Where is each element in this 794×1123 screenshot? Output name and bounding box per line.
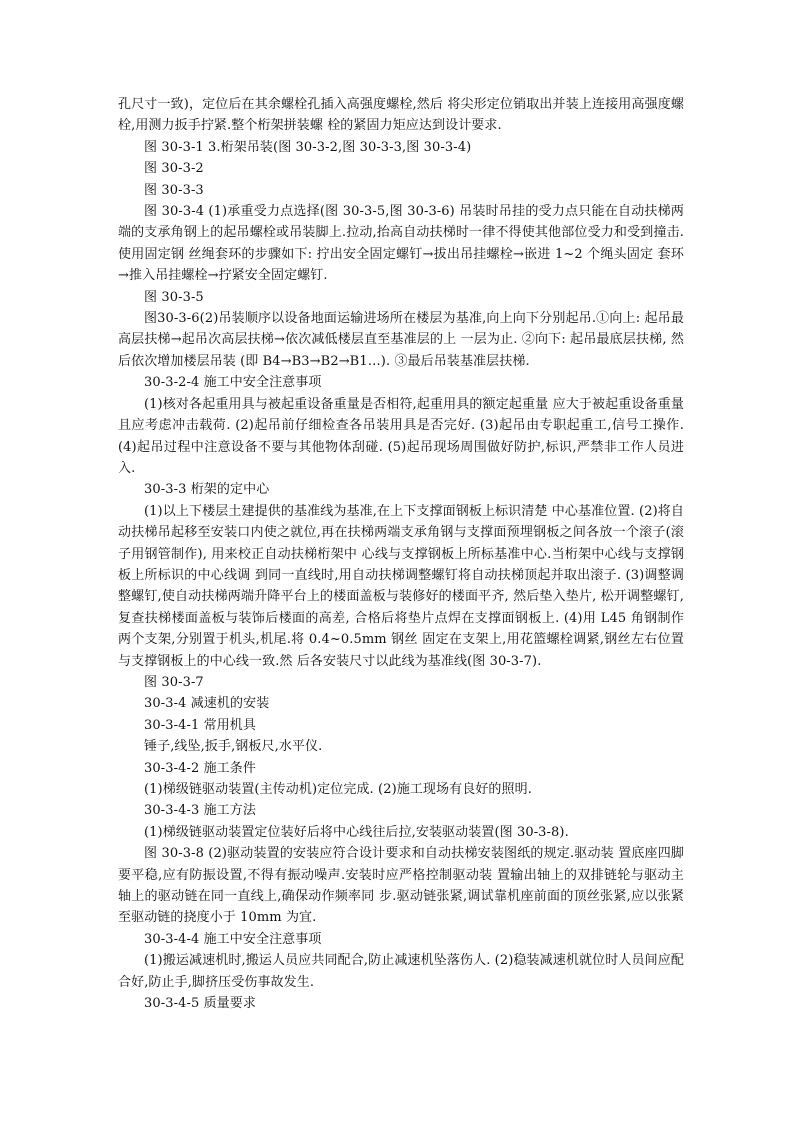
paragraph: 图 30-3-8 (2)驱动装置的安装应符合设计要求和自动扶梯安装图纸的规定.驱动装 置底座四脚要平稳,应有防振设置,不得有振动噪声.安装时应严格控制驱动装 置输出轴上的双排链轮与驱动主轴上的驱动链在同一直线上,确保动作频率同 步.驱动链张紧,调试靠机座前面的顶丝张紧,应以张紧至驱动链的挠度小于 10mm 为宜. [118,846,684,926]
figure-caption: 图 30-3-5 [144,289,204,305]
paragraph: 图 30-3-1 3.桁架吊装(图 30-3-2,图 30-3-3,图 30-3-4) [144,139,472,155]
section-heading: 30-3-4-3 施工方法 [144,803,256,819]
section-heading: 30-3-4-2 施工条件 [144,760,256,776]
paragraph: (1)核对各起重用具与被起重设备重量是否相符,起重用具的额定起重量 应大于被起重设备重量且应考虑冲击载荷. (2)起吊前仔细检查各吊装用具是否完好. (3)起吊由专职起重工,信号工操作. (4)起吊过程中注意设备不要与其他物体刮碰. (5)起吊现场周围做好防护,标识,严禁非工作人员进入. [118,396,684,476]
section-heading: 30-3-3 桁架的定中心 [144,482,270,498]
figure-caption: 图 30-3-3 [144,182,204,198]
section-heading: 30-3-4-1 常用机具 [144,717,256,733]
paragraph: (1)以上下楼层土建提供的基准线为基准,在上下支撑面钢板上标识清楚 中心基准位置. (2)将自动扶梯吊起移至安装口内使之就位,再在扶梯两端支承角钢与支撑面预埋钢板之间各放一个滚子(滚子用钢管制作), 用来校正自动扶梯桁架中 心线与支撑钢板上所标基准中心.当桁架中心线与支撑钢板上所标识的中心线调 到同一直线时,用自动扶梯调整螺钉将自动扶梯顶起并取出滚子. (3)调整调整螺钉,使自动扶梯两端升降平台上的楼面盖板与装修好的楼面平齐, 然后垫入垫片, 松开调整螺钉, 复查扶梯楼面盖板与装饰后楼面的高差, 合格后将垫片点焊在支撑面钢板上. (4)用 L45 角钢制作两个支架,分别置于机头,机尾.将 0.4~0.5mm 钢丝 固定在支架上,用花篮螺栓调紧,钢丝左右位置与支撑钢板上的中心线一致.然 后各安装尺寸以此线为基准线(图 30-3-7). [118,503,684,669]
paragraph: (1)搬运减速机时,搬运人员应共同配合,防止减速机坠落伤人. (2)稳装减速机就位时人员间应配合好,防止手,脚挤压受伤事故发生. [118,953,684,990]
figure-caption: 图 30-3-7 [144,674,204,690]
section-heading: 30-3-4-4 施工中安全注意事项 [144,931,322,947]
paragraph: 锤子,线坠,扳手,钢板尺,水平仪. [144,739,323,755]
paragraph: 图30-3-6(2)吊装顺序以设备地面运输进场所在楼层为基准,向上向下分别起吊.①向上: 起吊最高层扶梯→起吊次高层扶梯→依次减低楼层直至基准层的上 一层为止. ②向下: 起吊最底层扶梯, 然后依次增加楼层吊装 (即 B4→B3→B2→B1…). ③最后吊装基准层扶梯. [118,311,684,369]
paragraph: (1)梯级链驱动装置定位装好后将中心线往后拉,安装驱动装置(图 30-3-8). [144,824,569,840]
paragraph: 孔尺寸一致)，定位后在其余螺栓孔插入高强度螺栓,然后 将尖形定位销取出并装上连接用高强度螺栓,用测力扳手拧紧.整个桁架拼装螺 栓的紧固力矩应达到设计要求. [118,97,684,134]
document-body [118,94,684,1014]
figure-caption: 图 30-3-2 [144,161,204,177]
section-heading: 30-3-2-4 施工中安全注意事项 [144,375,322,391]
paragraph: 图 30-3-4 (1)承重受力点选择(图 30-3-5,图 30-3-6) 吊装时吊挂的受力点只能在自动扶梯两端的支承角钢上的起吊螺栓或吊装脚上.拉动,抬高自动扶梯时一律不得使其他部位受力和受到撞击.使用固定钢 丝绳套环的步骤如下: 拧出安全固定螺钉→拔出吊挂螺栓→嵌进 1~2 个绳头固定 套环→推入吊挂螺栓→拧紧安全固定螺钉. [118,204,684,284]
section-heading: 30-3-4 减速机的安装 [144,696,270,712]
section-heading: 30-3-4-5 质量要求 [144,996,256,1012]
paragraph: (1)梯级链驱动装置(主传动机)定位完成. (2)施工现场有良好的照明. [144,782,532,797]
